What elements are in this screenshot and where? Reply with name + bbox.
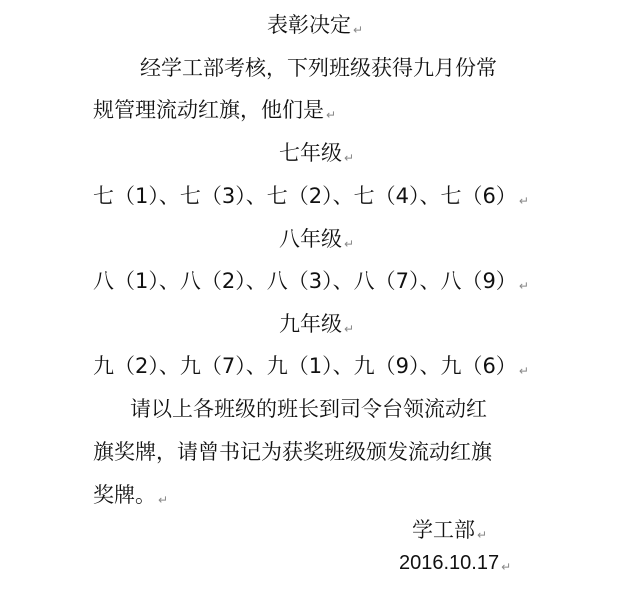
paragraph-mark-icon: ↵ (344, 237, 355, 251)
grade-heading-7: 七年级 ↵ (279, 141, 355, 165)
paragraph-mark-icon: ↵ (518, 364, 529, 378)
paragraph-mark-icon: ↵ (518, 194, 529, 208)
intro-line-2: 规管理流动红旗，他们是 ↵ (93, 98, 337, 122)
grade-classes-7: 七（1）、七（3）、七（2）、七（4）、七（6） ↵ (93, 184, 529, 208)
closing-line-1: 请以上各班级的班长到司令台领流动红 (130, 397, 487, 421)
signature: 学工部 ↵ (412, 518, 488, 542)
paragraph-mark-icon: ↵ (326, 108, 337, 122)
paragraph-mark-icon: ↵ (477, 528, 488, 542)
closing-line-3: 奖牌。 ↵ (93, 483, 169, 507)
grade-classes-9: 九（2）、九（7）、九（1）、九（9）、九（6） ↵ (93, 354, 529, 378)
paragraph-mark-icon: ↵ (344, 151, 355, 165)
paragraph-mark-icon: ↵ (501, 560, 512, 574)
document-date: 2016.10.17 ↵ (399, 552, 512, 574)
paragraph-mark-icon: ↵ (344, 322, 355, 336)
closing-line-2: 旗奖牌，请曾书记为获奖班级颁发流动红旗 (93, 440, 492, 464)
paragraph-mark-icon: ↵ (518, 279, 529, 293)
paragraph-mark-icon: ↵ (353, 23, 364, 37)
grade-heading-9: 九年级 ↵ (279, 312, 355, 336)
grade-classes-8: 八（1）、八（2）、八（3）、八（7）、八（9） ↵ (93, 269, 529, 293)
grade-heading-8: 八年级 ↵ (279, 227, 355, 251)
paragraph-mark-icon: ↵ (158, 493, 169, 507)
intro-line-1: 经学工部考核，下列班级获得九月份常 (140, 56, 497, 80)
document-title: 表彰决定 ↵ (267, 13, 364, 37)
